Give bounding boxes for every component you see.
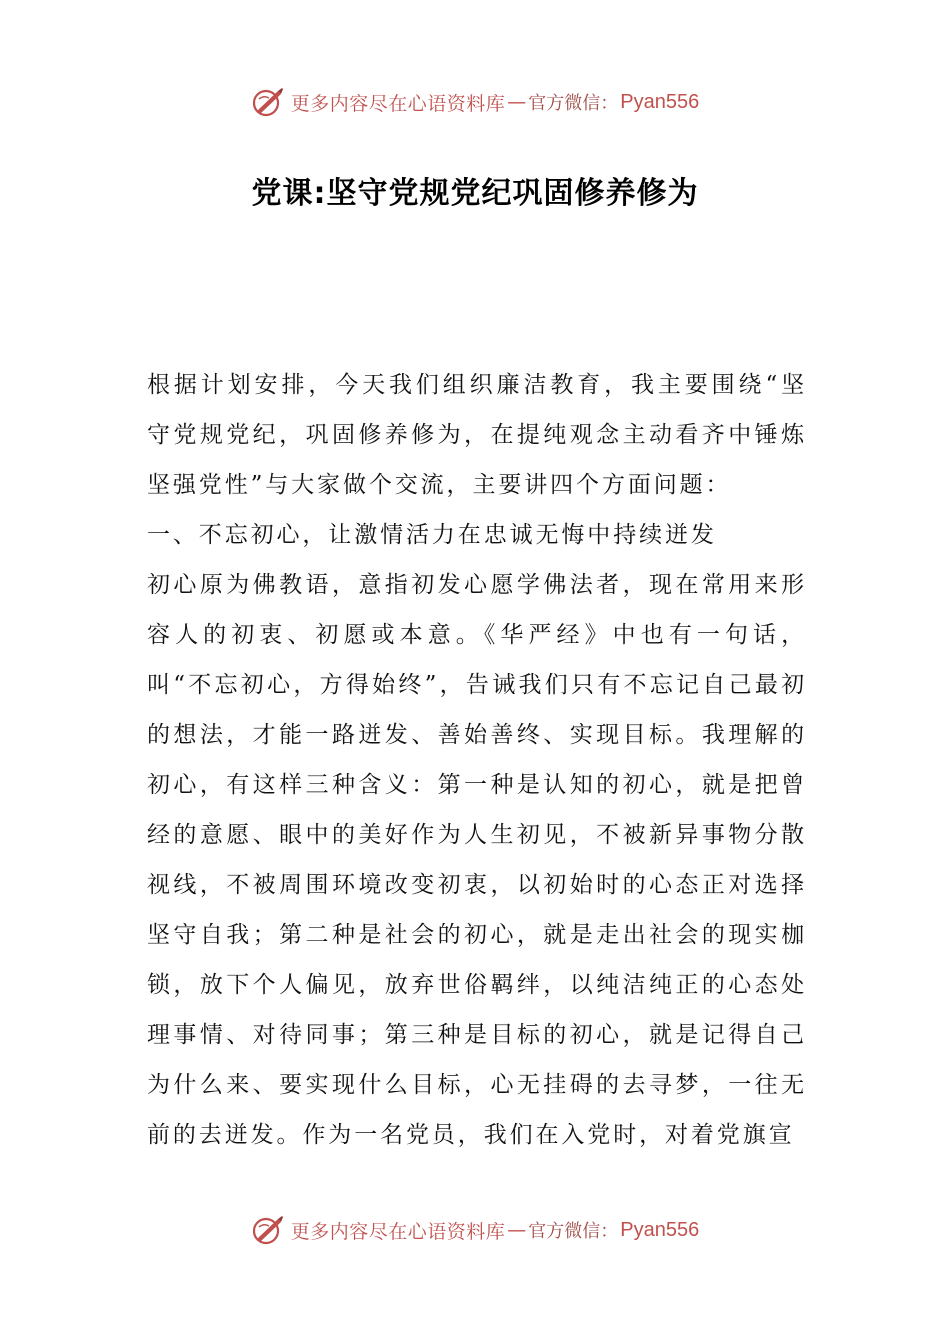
watermark-dash: — — [507, 91, 527, 113]
watermark-wechat-id: Pyan556 — [620, 1218, 700, 1241]
watermark-wechat-id: Pyan556 — [620, 90, 700, 113]
watermark-text: 更多内容尽在心语资料库 — [290, 92, 506, 115]
section-heading-1: 一、不忘初心，让激情活力在忠诚无悔中持续迸发 — [147, 522, 717, 548]
watermark-label: 官方微信： — [528, 1221, 619, 1242]
paragraph-intro: 根据计划安排，今天我们组织廉洁教育，我主要围绕“坚守党规党纪，巩固修养修为，在提纯观念主动看齐中锤炼坚强党性”与大家做个交流，主要讲四个方面问题： — [147, 372, 807, 498]
document-body — [147, 360, 807, 1160]
page-title: 党课:坚守党规党纪巩固修养修为 — [251, 176, 699, 211]
watermark-text: 更多内容尽在心语资料库 — [290, 1220, 506, 1243]
paragraph-body: 初心原为佛教语，意指初发心愿学佛法者，现在常用来形容人的初衷、初愿或本意。《华严经》中也有一句话，叫“不忘初心，方得始终”，告诫我们只有不忘记自己最初的想法，才能一路迸发、善始善终、实现目标。我理解的初心，有这样三种含义：第一种是认知的初心，就是把曾经的意愿、眼中的美好作为人生初见，不被新异事物分散视线，不被周围环境改变初衷，以初始时的心态正对选择坚守自我；第二种是社会的初心，就是走出社会的现实枷锁，放下个人偏见，放弃世俗羁绊，以纯洁纯正的心态处理事情、对待同事；第三种是目标的初心，就是记得自己为什么来、要实现什么目标，心无挂碍的去寻梦，一往无前的去迸发。作为一名党员，我们在入党时，对着党旗宣 — [147, 572, 807, 1148]
header-watermark — [0, 82, 950, 122]
watermark-dash: — — [507, 1219, 527, 1241]
watermark-label: 官方微信： — [528, 93, 619, 114]
pen-logo-icon — [251, 85, 285, 119]
footer-watermark — [0, 1210, 950, 1250]
pen-logo-icon — [251, 1213, 285, 1247]
